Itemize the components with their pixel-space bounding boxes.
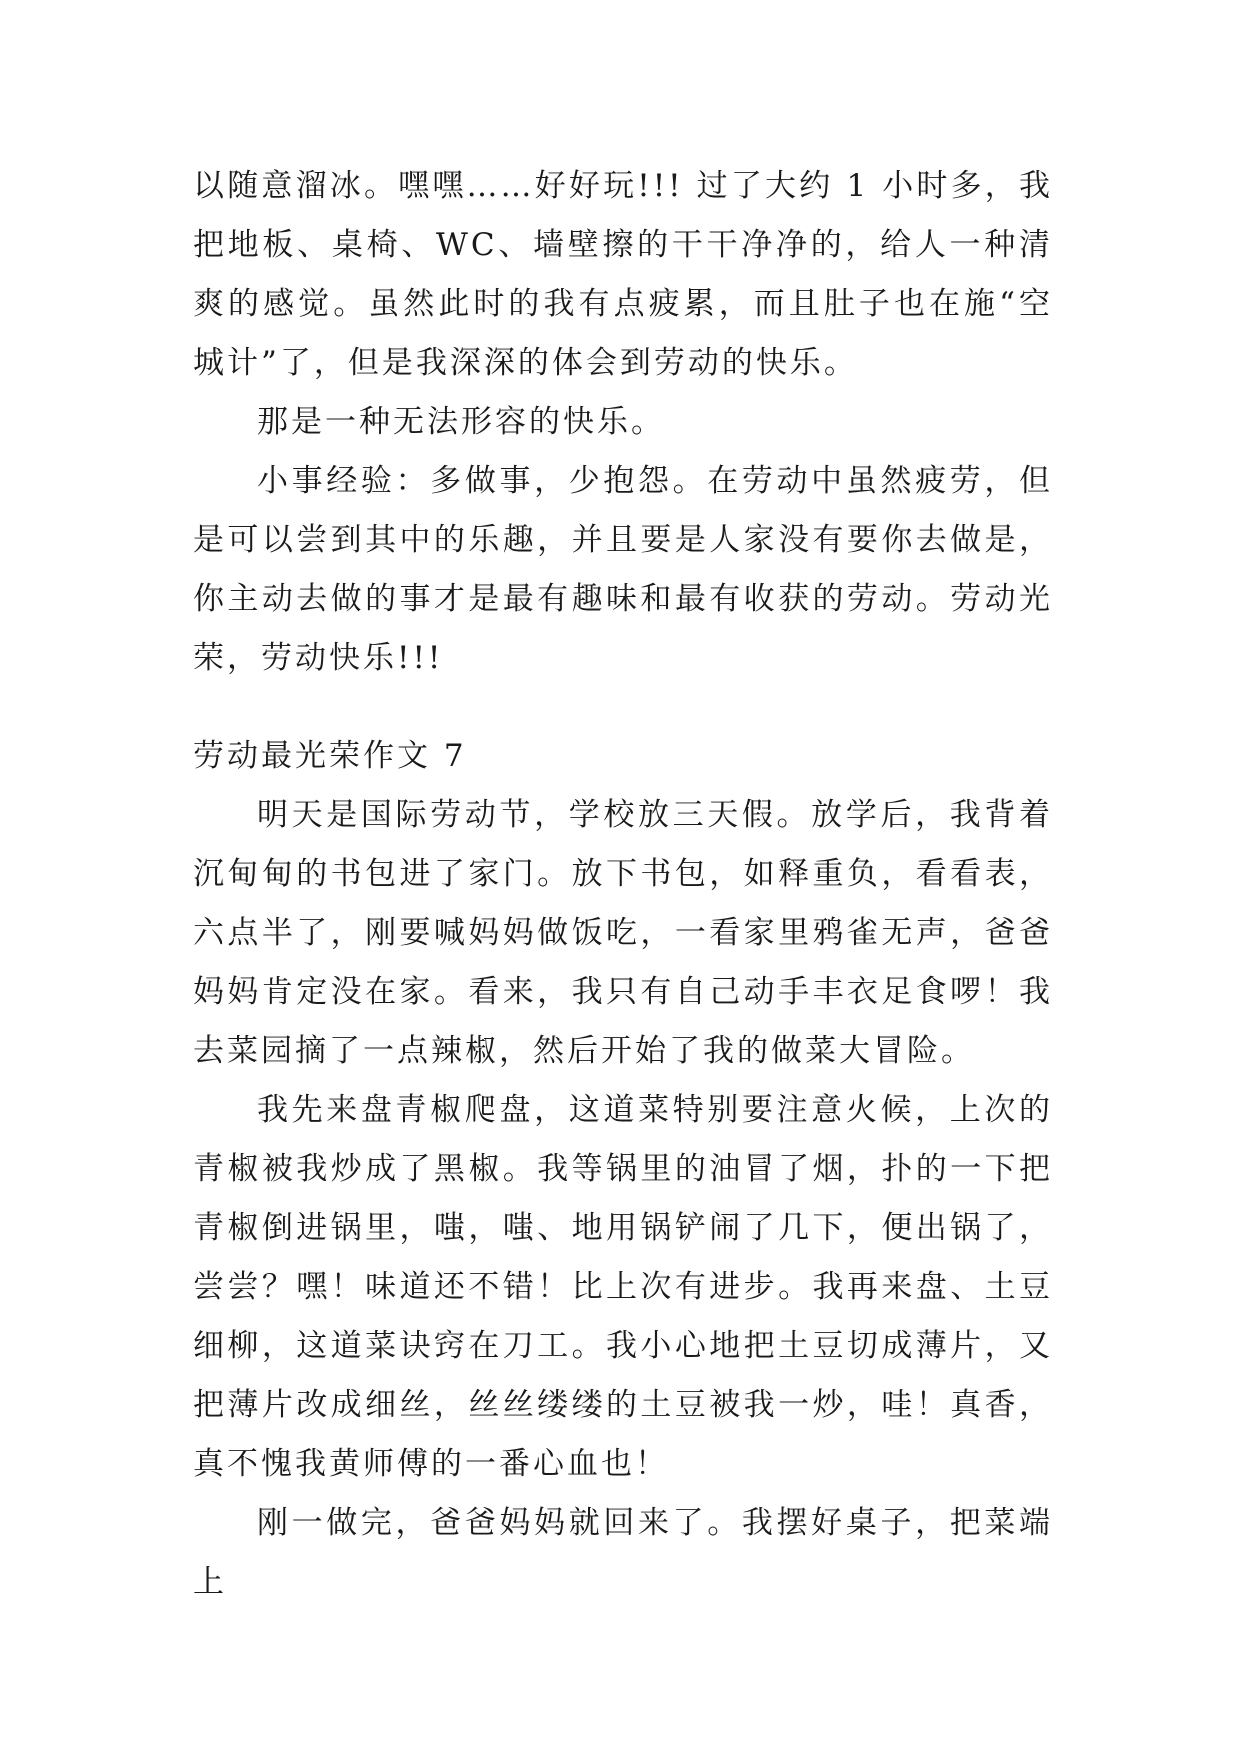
- essay-7: [193, 727, 1053, 1612]
- continued-paragraph: 以随意溜冰。嘿嘿……好好玩!!! 过了大约 1 小时多，我把地板、桌椅、WC、墙壁擦的干干净净的，给人一种清爽的感觉。虽然此时的我有点疲累，而且肚子也在施“空城计”了，但是我深深的体会到劳动的快乐。: [193, 168, 1053, 381]
- joy-paragraph: 那是一种无法形容的快乐。: [257, 404, 665, 440]
- essay-continuation: [193, 157, 1053, 688]
- essay-paragraph-1: 明天是国际劳动节，学校放三天假。放学后，我背着沉甸甸的书包进了家门。放下书包，如释重负，看看表，六点半了，刚要喊妈妈做饭吃，一看家里鸦雀无声，爸爸妈妈肯定没在家。看来，我只有自己动手丰衣足食啰！我去菜园摘了一点辣椒，然后开始了我的做菜大冒险。: [193, 797, 1053, 1069]
- essay-title: 劳动最光荣作文 7: [193, 738, 467, 774]
- lesson-paragraph: 小事经验：多做事，少抱怨。在劳动中虽然疲劳，但是可以尝到其中的乐趣，并且要是人家没有要你去做是，你主动去做的事才是最有趣味和最有收获的劳动。劳动光荣，劳动快乐!!!: [193, 463, 1053, 676]
- essay-paragraph-3: 刚一做完，爸爸妈妈就回来了。我摆好桌子，把菜端上: [193, 1505, 1053, 1600]
- essay-paragraph-2: 我先来盘青椒爬盘，这道菜特别要注意火候，上次的青椒被我炒成了黑椒。我等锅里的油冒了烟，扑的一下把青椒倒进锅里，嗤，嗤、地用锅铲闹了几下，便出锅了，尝尝？嘿！味道还不错！比上次有进步。我再来盘、土豆细柳，这道菜诀窍在刀工。我小心地把土豆切成薄片，又把薄片改成细丝，丝丝缕缕的土豆被我一炒，哇！真香，真不愧我黄师傅的一番心血也！: [193, 1092, 1053, 1482]
